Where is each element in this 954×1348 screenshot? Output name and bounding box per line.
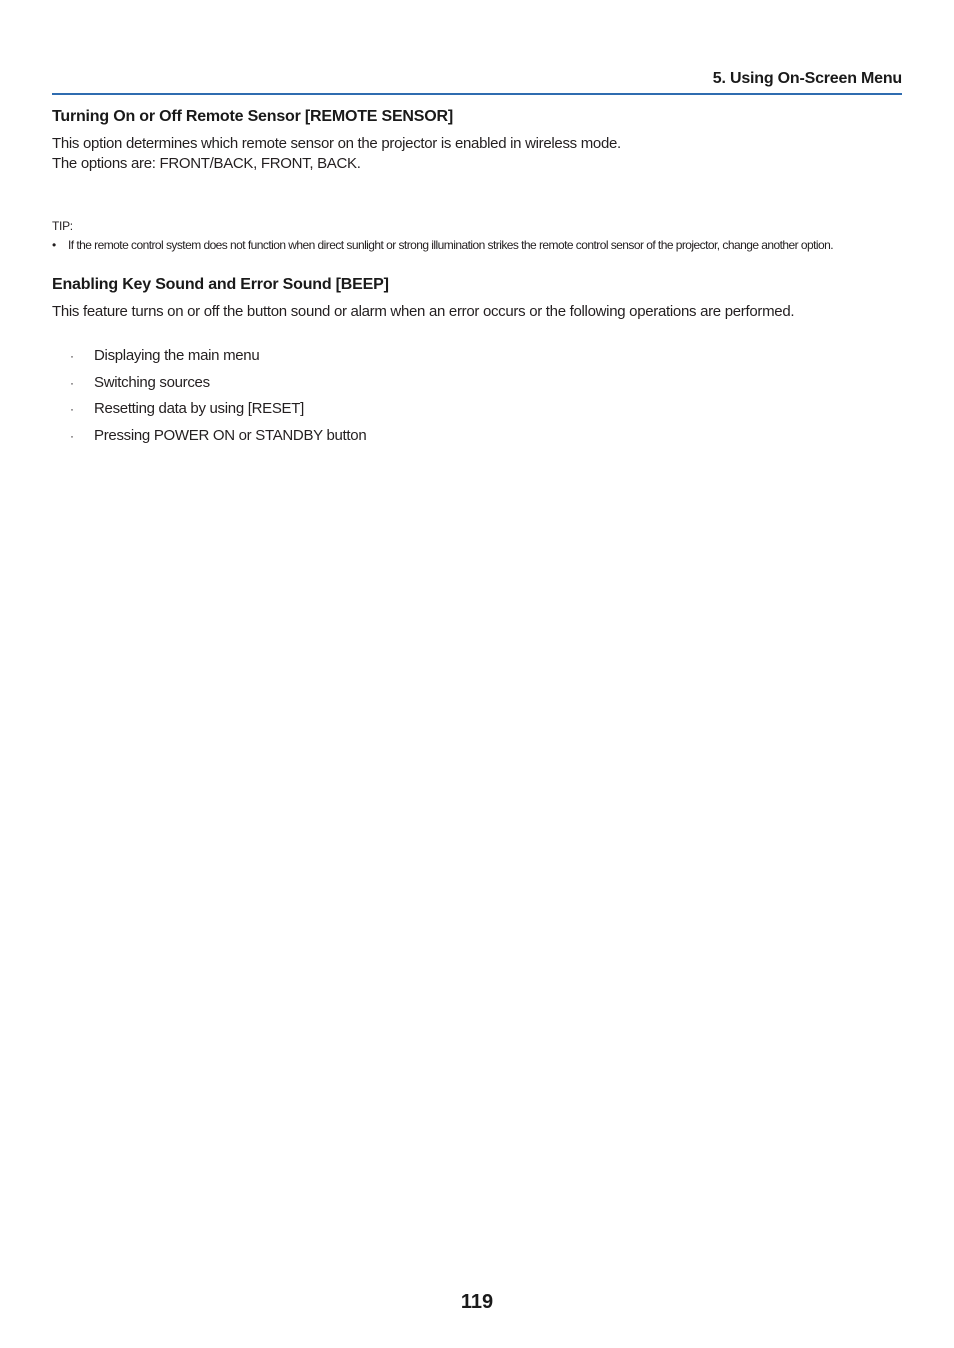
header-rule [52, 93, 902, 95]
bullet-dot: · [70, 349, 74, 363]
tip-item [52, 238, 833, 252]
list-item-text: Pressing POWER ON or STANDBY button [94, 426, 367, 444]
bullet-dot: · [70, 428, 74, 443]
list-item [70, 423, 366, 450]
list-item [70, 343, 366, 370]
bullet-dot: · [70, 375, 74, 390]
list-item-text: Displaying the main menu [94, 347, 260, 364]
tip-label: TIP: [52, 219, 73, 233]
list-item-text: Resetting data by using [RESET] [94, 400, 304, 417]
beep-heading: Enabling Key Sound and Error Sound [BEEP] [52, 276, 389, 293]
beep-description: This feature turns on or off the button sound or alarm when an error occurs or the following operations are performed. [52, 303, 795, 320]
tip-item-text: If the remote control system does not function when direct sunlight or strong illumination strikes the remote control sensor of the projector, change another option. [68, 238, 834, 252]
remote-sensor-heading: Turning On or Off Remote Sensor [REMOTE SENSOR] [52, 108, 453, 125]
remote-sensor-description-line-2: The options are: FRONT/BACK, FRONT, BACK. [52, 155, 361, 172]
list-item-text: Switching sources [94, 373, 210, 391]
page-header-title: 5. Using On-Screen Menu [712, 70, 902, 87]
list-item [70, 396, 366, 423]
remote-sensor-description-line-1: This option determines which remote sensor on the projector is enabled in wireless mode. [52, 135, 621, 152]
list-item [70, 370, 366, 397]
page-number: 119 [460, 1291, 494, 1313]
bullet-dot: · [70, 402, 74, 416]
tip-bullet: • [52, 238, 56, 252]
beep-operations-list [70, 343, 366, 449]
